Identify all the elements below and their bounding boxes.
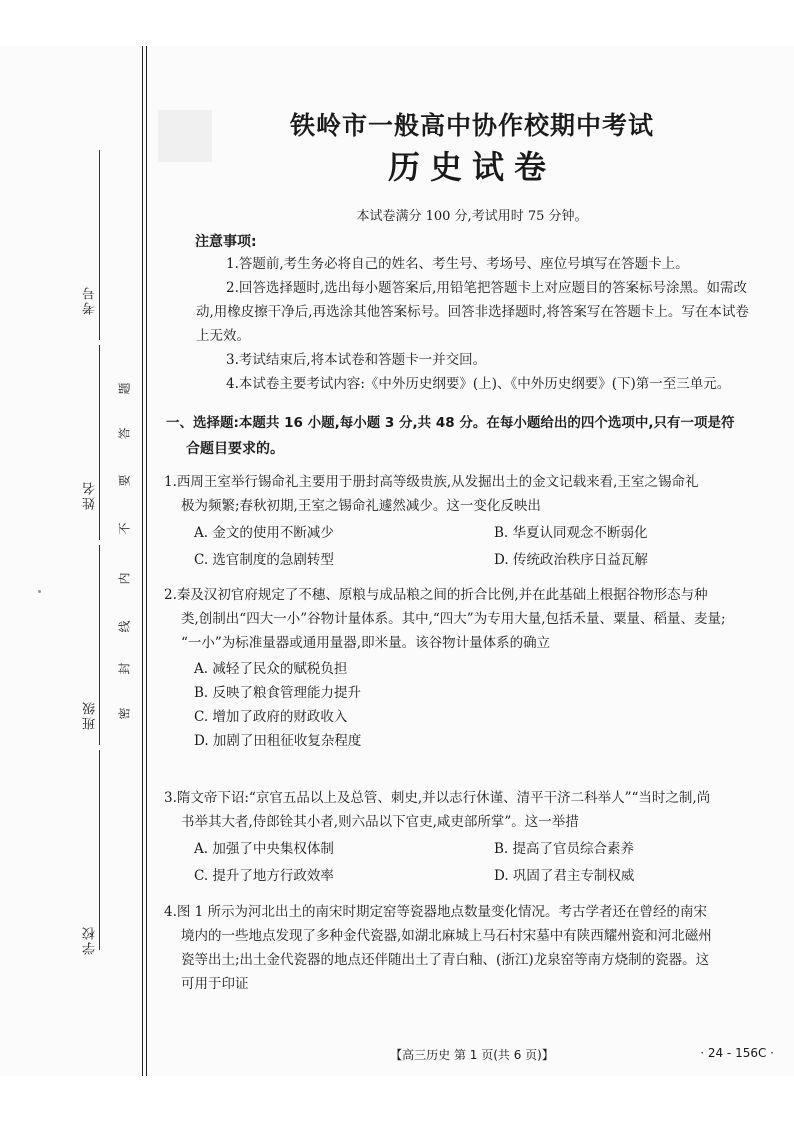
option-b: B. 提高了官员综合素养 [494,841,635,857]
question-1 [164,470,776,572]
section-line: 一、选择题:本题共 16 小题,每小题 3 分,共 48 分。在每小题给出的四个选项中,只有一项是符 [166,415,735,431]
page-number: 【高三历史 第 1 页(共 6 页)】 [390,1048,554,1062]
option-c: C. 选官制度的急剧转型 [194,552,334,568]
field-school [70,925,110,955]
notice-item: 1.答题前,考生务必将自己的姓名、考生号、考场号、座位号填写在答题卡上。 [226,256,689,272]
seal-char: 不 [117,522,132,535]
field-label-school: 学校 [82,925,98,955]
notice-item: 2.回答选择题时,选出每小题答案后,用铅笔把答题卡上对应题目的答案标号涂黑。如需改动,用橡皮擦干净后,再选涂其他答案标号。回答非选择题时,将答案写在答题卡上。写在本试卷上无效。 [196,280,749,344]
seal-char: 密 [117,707,132,720]
question-stem: 2.秦及汉初官府规定了不穗、原粮与成品粮之间的折合比例,并在此基础上根据谷物形态与种 [164,587,708,603]
seal-char: 封 [117,662,132,675]
binding-line-outer [142,46,143,1076]
question-stem: 书举其大者,侍郎铨其小者,则六品以下官吏,咸吏部所掌”。这一举措 [181,814,579,830]
seal-char: 线 [117,620,132,633]
option-a: A. 金文的使用不断减少 [194,525,334,541]
notice-heading: 注意事项: [195,234,257,250]
question-stem: 境内的一些地点发现了多种金代瓷器,如湖北麻城上马石村宋墓中有陕西耀州瓷和河北磁州 [181,928,712,944]
section-line: 合题目要求的。 [186,441,284,457]
field-name [70,480,110,510]
field-label-exam-number: 考号 [82,285,98,315]
option-b: B. 反映了粮食管理能力提升 [194,685,362,701]
exam-title: 铁岭市一般高中协作校期中考试 [289,111,654,140]
question-stem: 3.隋文帝下诏:“京官五品以上及总管、刺史,并以志行休谨、清平干济二科举人”“当时之制,尚 [164,790,711,806]
question-stem: 4.图 1 所示为河北出土的南宋时期定窑等瓷器地点数量变化情况。考古学者还在曾经的南宋 [164,904,708,920]
question-2 [164,583,776,753]
question-stem: 极为频繁;春秋初期,王室之锡命礼遽然减少。这一变化反映出 [181,498,541,514]
option-d: D. 传统政治秩序日益瓦解 [494,552,648,568]
seal-line-text [112,380,140,740]
question-stem: 可用于印证 [181,976,249,992]
option-c: C. 提升了地方行政效率 [194,868,334,884]
seal-char: 内 [117,572,132,585]
notice-item: 3.考试结束后,将本试卷和答题卡一并交回。 [226,352,487,368]
option-a: A. 加强了中央集权体制 [194,841,334,857]
seal-char: 答 [117,427,132,440]
field-class [70,700,110,730]
field-line-school [99,750,100,950]
question-stem: 1.西周王室举行锡命礼主要用于册封高等级贵族,从发掘出土的金文记载来看,王室之锡命礼 [164,474,699,490]
option-c: C. 增加了政府的财政收入 [194,709,348,725]
seal-char: 要 [117,474,132,487]
option-a: A. 减轻了民众的赋税负担 [194,661,348,677]
subject-title: 历史试卷 [387,148,556,186]
notice-list [196,252,756,396]
field-line-name [99,345,100,540]
paper-code: · 24 - 156C · [700,1046,774,1060]
binding-line-inner [146,46,147,1076]
option-d: D. 巩固了君主专制权威 [494,868,635,884]
question-stem: 类,创制出“四大一小”谷物计量体系。其中,“四大”为专用大量,包括禾量、粟量、稻量、麦量; [181,611,726,627]
question-stem: “一小”为标准量器或通用量器,即米量。该谷物计量体系的确立 [181,635,551,651]
question-stem: 瓷等出土;出土金代瓷器的地点还伴随出土了青白釉、(浙江)龙泉窑等南方烧制的瓷器。这 [181,952,710,968]
seal-char: 题 [117,382,132,395]
notice-item: 4.本试卷主要考试内容:《中外历史纲要》(上)、《中外历史纲要》(下)第一至三单元。 [226,376,731,392]
question-4 [164,900,776,996]
section-heading [166,410,776,462]
option-d: D. 加剧了田租征收复杂程度 [194,733,362,749]
scan-speck [38,590,41,593]
option-b: B. 华夏认同观念不断弱化 [494,525,648,541]
field-exam-number [70,285,110,315]
field-label-name: 姓名 [82,480,98,510]
field-label-class: 班级 [82,700,98,730]
score-time-note: 本试卷满分 100 分,考试用时 75 分钟。 [356,209,588,224]
question-3 [164,786,776,888]
